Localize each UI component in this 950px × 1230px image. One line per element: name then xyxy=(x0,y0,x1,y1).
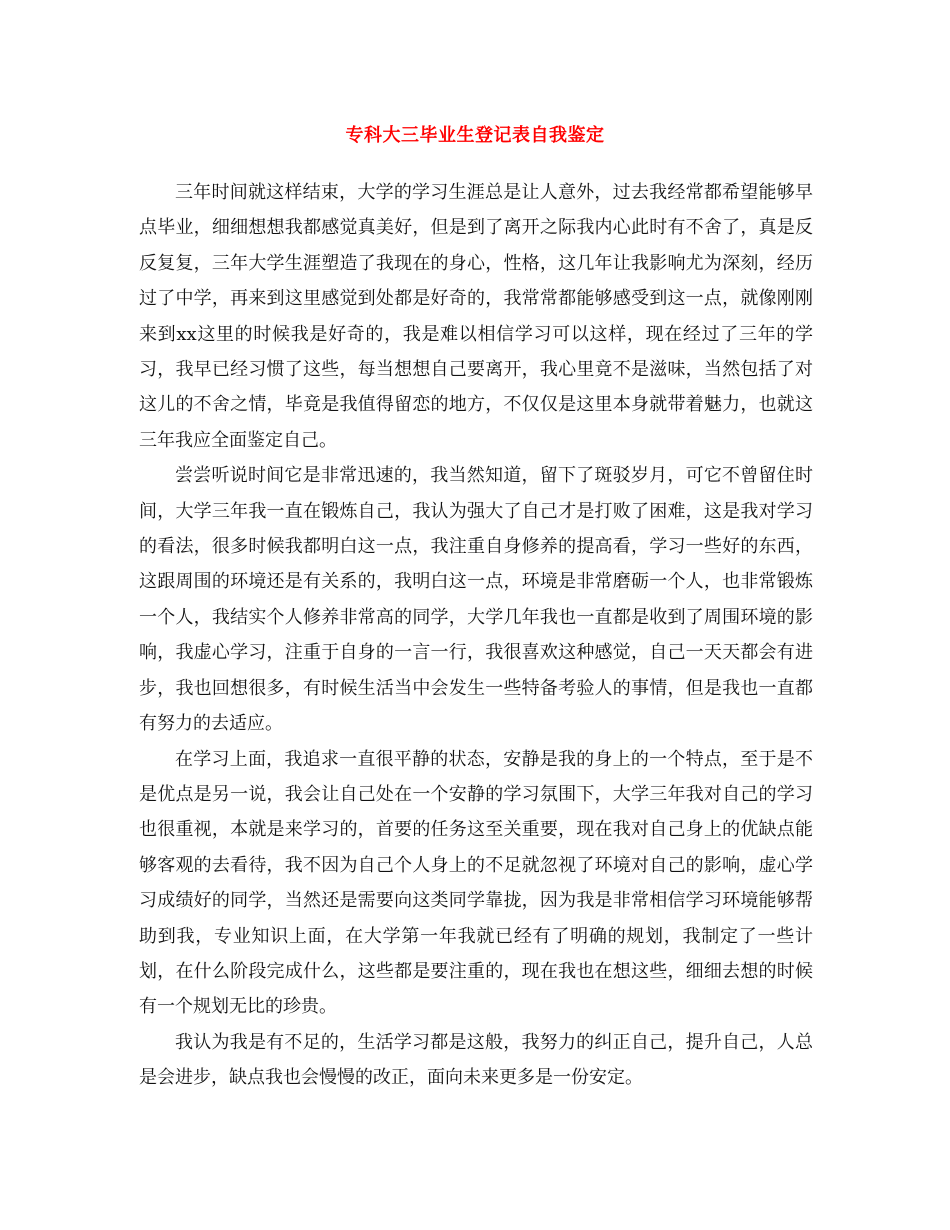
document-body xyxy=(139,175,813,1096)
paragraph-1: 三年时间就这样结束，大学的学习生涯总是让人意外，过去我经常都希望能够早点毕业，细细想想我都感觉真美好，但是到了离开之际我内心此时有不舍了，真是反反复复，三年大学生涯塑造了我现在的身心，性格，这几年让我影响尤为深刻，经历过了中学，再来到这里感觉到处都是好奇的，我常常都能够感受到这一点，就像刚刚来到xx这里的时候我是好奇的，我是难以相信学习可以这样，现在经过了三年的学习，我早已经习惯了这些，每当想想自己要离开，我心里竟不是滋味，当然包括了对这儿的不舍之情，毕竟是我值得留恋的地方，不仅仅是这里本身就带着魅力，也就这三年我应全面鉴定自己。 xyxy=(139,182,813,451)
paragraph-2: 尝尝听说时间它是非常迅速的，我当然知道，留下了斑驳岁月，可它不曾留住时间，大学三年我一直在锻炼自己，我认为强大了自己才是打败了困难，这是我对学习的看法，很多时候我都明白这一点，我注重自身修养的提高看，学习一些好的东西，这跟周围的环境还是有关系的，我明白这一点，环境是非常磨砺一个人，也非常锻炼一个人，我结实个人修养非常高的同学，大学几年我也一直都是收到了周围环境的影响，我虚心学习，注重于自身的一言一行，我很喜欢这种感觉，自己一天天都会有进步，我也回想很多，有时候生活当中会发生一些特备考验人的事情，但是我也一直都有努力的去适应。 xyxy=(139,465,813,735)
document-title: 专科大三毕业生登记表自我鉴定 xyxy=(345,125,605,146)
paragraph-4: 我认为我是有不足的，生活学习都是这般，我努力的纠正自己，提升自己，人总是会进步，缺点我也会慢慢的改正，面向未来更多是一份安定。 xyxy=(139,1031,813,1089)
paragraph-3: 在学习上面，我追求一直很平静的状态，安静是我的身上的一个特点，至于是不是优点是另一说，我会让自己处在一个安静的学习氛围下，大学三年我对自己的学习也很重视，本就是来学习的，首要的任务这至关重要，现在我对自己身上的优缺点能够客观的去看待，我不因为自己个人身上的不足就忽视了环境对自己的影响，虚心学习成绩好的同学，当然还是需要向这类同学靠拢，因为我是非常相信学习环境能够帮助到我，专业知识上面，在大学第一年我就已经有了明确的规划，我制定了一些计划，在什么阶段完成什么，这些都是要注重的，现在我也在想这些，细细去想的时候有一个规划无比的珍贵。 xyxy=(139,748,813,1018)
